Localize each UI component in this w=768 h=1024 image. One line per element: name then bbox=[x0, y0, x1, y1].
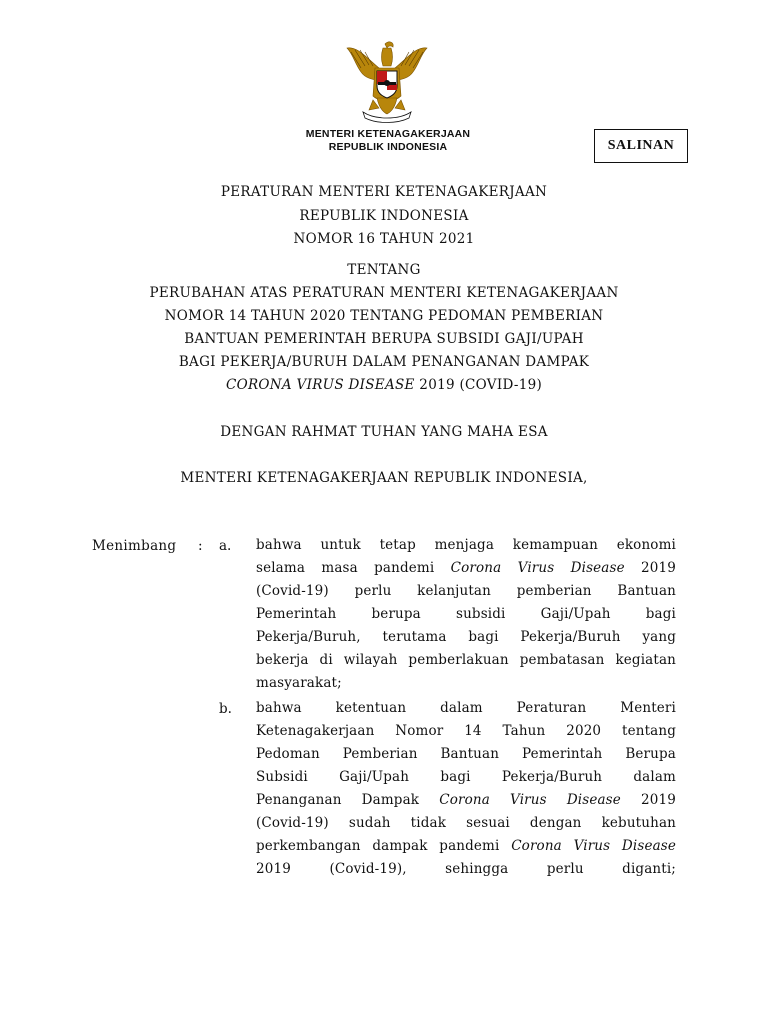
subject-line-1: PERUBAHAN ATAS PERATURAN MENTERI KETENAGAKERJAAN bbox=[149, 285, 619, 301]
item-a-line: bekerja di wilayah pemberlakuan pembatasan kegiatan bbox=[256, 652, 676, 668]
subject-line-3: BANTUAN PEMERINTAH BERUPA SUBSIDI GAJI/UPAH bbox=[184, 331, 584, 347]
item-b-mark: b. bbox=[219, 701, 232, 717]
regulation-title-line-1: PERATURAN MENTERI KETENAGAKERJAAN bbox=[220, 184, 548, 200]
regulation-number: NOMOR 16 TAHUN 2021 bbox=[293, 231, 475, 247]
item-a-paragraph bbox=[256, 534, 676, 695]
ministry-line-1: MENTERI KETENAGAKERJAAN bbox=[305, 128, 471, 140]
item-b-line: Pedoman Pemberian Bantuan Pemerintah Berupa bbox=[256, 746, 676, 762]
subject-line-5 bbox=[0, 377, 768, 393]
subject-line-2: NOMOR 14 TAHUN 2020 TENTANG PEDOMAN PEMBERIAN bbox=[164, 308, 604, 324]
item-a-line: Pemerintah berupa subsidi Gaji/Upah bagi bbox=[256, 606, 676, 622]
item-a-line: Pekerja/Buruh, terutama bagi Pekerja/Buruh yang bbox=[256, 629, 676, 645]
item-b-line: perkembangan dampak pandemi Corona Virus Disease bbox=[256, 838, 676, 854]
item-b-paragraph bbox=[256, 697, 676, 881]
item-b-line: Ketenagakerjaan Nomor 14 Tahun 2020 tentang bbox=[256, 723, 676, 739]
item-b-line: Penanganan Dampak Corona Virus Disease 2019 bbox=[256, 792, 676, 808]
item-a-line: (Covid-19) perlu kelanjutan pemberian Bantuan bbox=[256, 583, 676, 599]
menimbang-colon: : bbox=[198, 538, 203, 554]
item-a-line: bahwa untuk tetap menjaga kemampuan ekonomi bbox=[256, 537, 676, 553]
item-a-mark: a. bbox=[219, 538, 232, 554]
item-a-line: selama masa pandemi Corona Virus Disease 2019 bbox=[256, 560, 677, 576]
issuer: MENTERI KETENAGAKERJAAN REPUBLIK INDONESIA, bbox=[180, 470, 588, 486]
ministry-heading bbox=[290, 128, 486, 154]
invocation: DENGAN RAHMAT TUHAN YANG MAHA ESA bbox=[220, 424, 548, 440]
ministry-line-2: REPUBLIK INDONESIA bbox=[328, 141, 448, 153]
item-b-line: (Covid-19) sudah tidak sesuai dengan kebutuhan bbox=[256, 815, 676, 831]
menimbang-label: Menimbang bbox=[92, 538, 177, 554]
item-a-line: masyarakat; bbox=[256, 675, 342, 691]
item-b-line: 2019 (Covid-19), sehingga perlu diganti; bbox=[256, 861, 676, 877]
regulation-title-line-2: REPUBLIK INDONESIA bbox=[299, 208, 469, 224]
subject-italic: CORONA VIRUS DISEASE bbox=[225, 377, 415, 393]
garuda-emblem-icon bbox=[339, 38, 435, 124]
subject-rest: 2019 (COVID-19) bbox=[414, 377, 543, 393]
item-b-line: bahwa ketentuan dalam Peraturan Menteri bbox=[256, 700, 676, 716]
subject-line-4: BAGI PEKERJA/BURUH DALAM PENANGANAN DAMPAK bbox=[178, 354, 590, 370]
salinan-stamp: SALINAN bbox=[594, 129, 688, 163]
item-b-line: Subsidi Gaji/Upah bagi Pekerja/Buruh dalam bbox=[256, 769, 676, 785]
tentang-heading: TENTANG bbox=[347, 262, 421, 278]
